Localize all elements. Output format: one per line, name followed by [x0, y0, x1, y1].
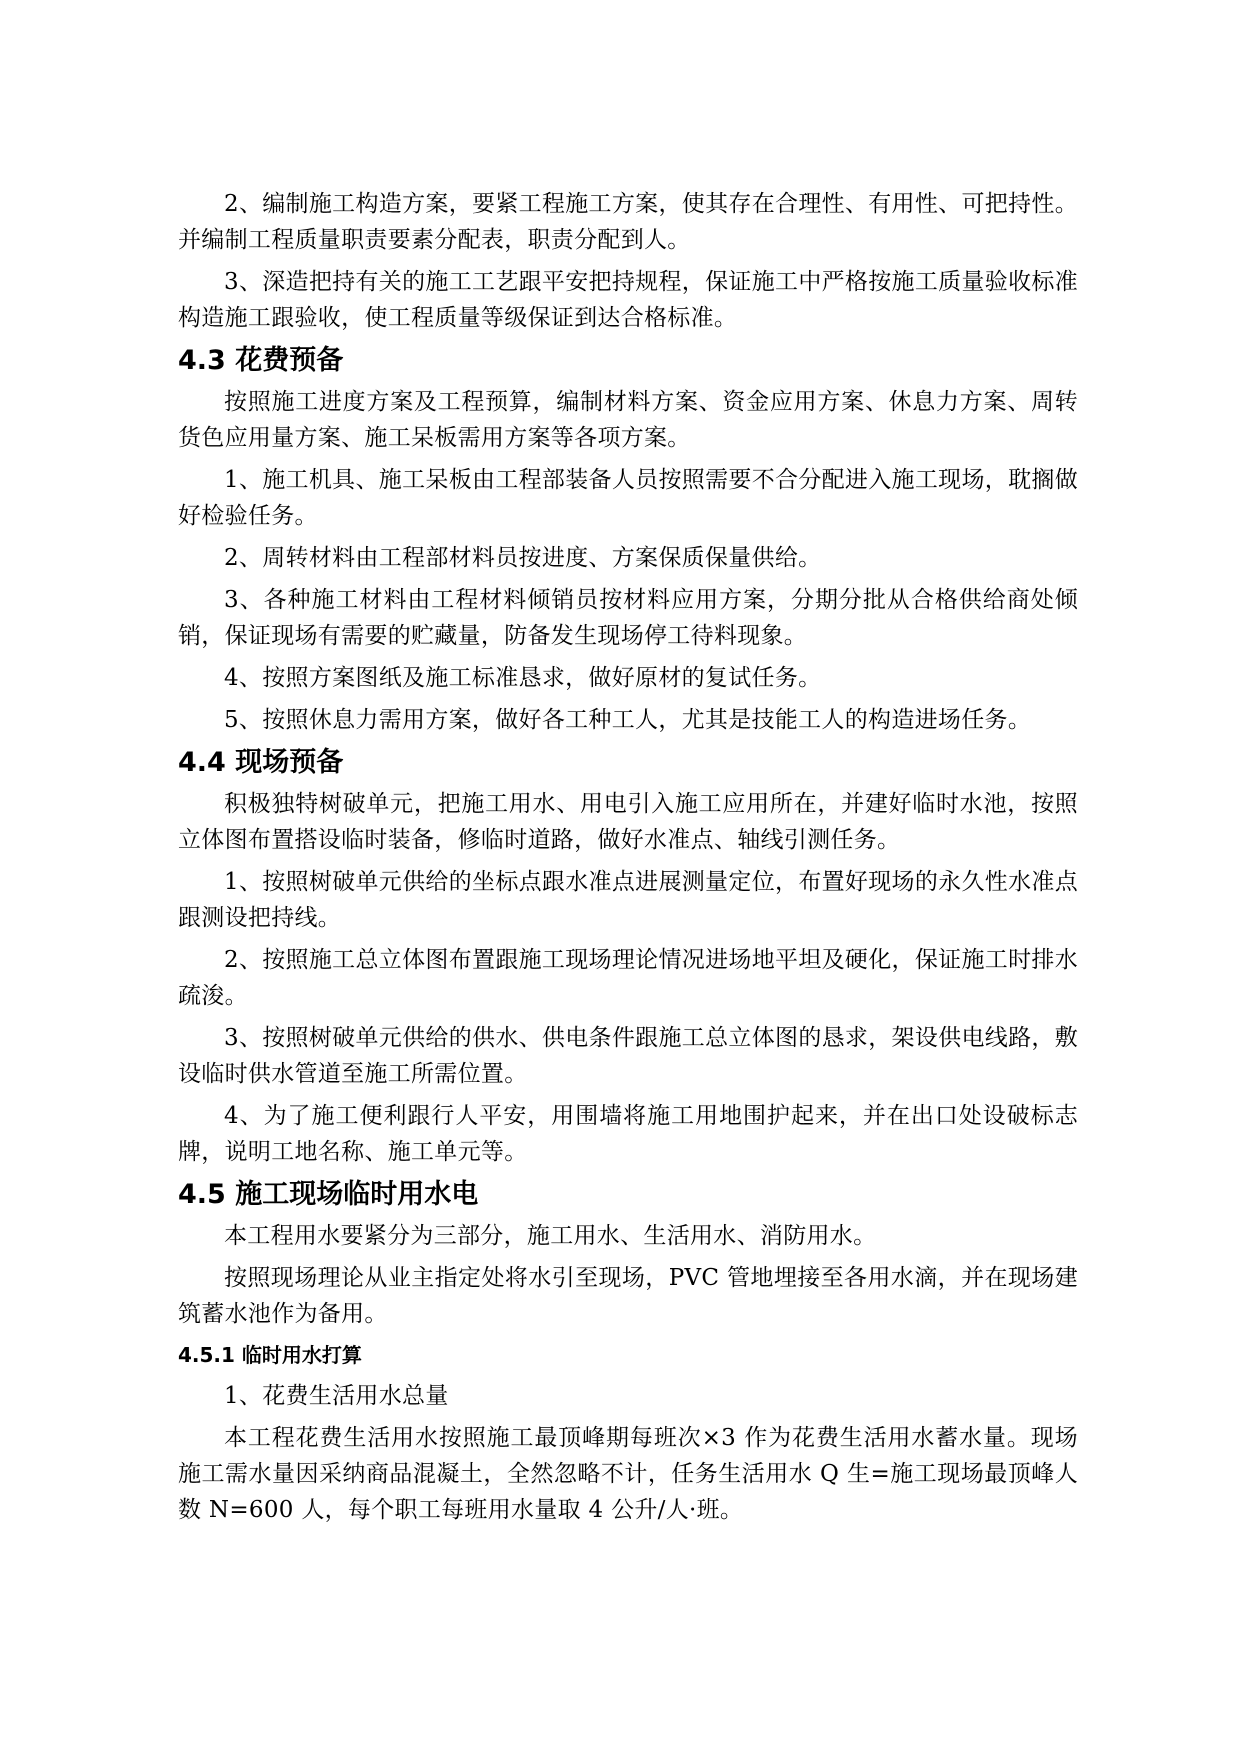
para-4-4-item-1: 1、按照树破单元供给的坐标点跟水准点进展测量定位，布置好现场的永久性水准点跟测设把持线。: [178, 869, 1078, 931]
para-4-5-1-item-1: 1、花费生活用水总量: [224, 1383, 449, 1409]
para-4-4-item-3: 3、按照树破单元供给的供水、供电条件跟施工总立体图的恳求，架设供电线路，敷设临时供水管道至施工所需位置。: [178, 1025, 1078, 1087]
para-4-3-item-3: 3、各种施工材料由工程材料倾销员按材料应用方案，分期分批从合格供给商处倾销，保证现场有需要的贮藏量，防备发生现场停工待料现象。: [178, 587, 1078, 649]
para-4-3-item-5: 5、按照休息力需用方案，做好各工种工人，尤其是技能工人的构造进场任务。: [224, 707, 1032, 733]
heading-4-5: 4.5 施工现场临时用水电: [178, 1179, 479, 1210]
heading-4-4: 4.4 现场预备: [178, 747, 344, 778]
para-item-2-plan: 2、编制施工构造方案，要紧工程施工方案，使其存在合理性、有用性、可把持性。并编制工程质量职责要素分配表，职责分配到人。: [178, 191, 1078, 253]
para-4-3-item-1: 1、施工机具、施工呆板由工程部装备人员按照需要不合分配进入施工现场，耽搁做好检验任务。: [178, 467, 1078, 529]
para-4-5-intro: 本工程用水要紧分为三部分，施工用水、生活用水、消防用水。: [224, 1223, 877, 1249]
para-4-5-source: 按照现场理论从业主指定处将水引至现场，PVC 管地埋接至各用水滴，并在现场建筑蓄水池作为备用。: [178, 1265, 1078, 1327]
para-4-4-item-2: 2、按照施工总立体图布置跟施工现场理论情况进场地平坦及硬化，保证施工时排水疏浚。: [178, 947, 1078, 1009]
para-4-3-item-2: 2、周转材料由工程部材料员按进度、方案保质保量供给。: [224, 545, 822, 571]
para-4-3-intro: 按照施工进度方案及工程预算，编制材料方案、资金应用方案、休息力方案、周转货色应用量方案、施工呆板需用方案等各项方案。: [178, 389, 1078, 451]
para-item-3-process: 3、深造把持有关的施工工艺跟平安把持规程，保证施工中严格按施工质量验收标准构造施工跟验收，使工程质量等级保证到达合格标准。: [178, 269, 1078, 331]
para-4-4-intro: 积极独特树破单元，把施工用水、用电引入施工应用所在，并建好临时水池，按照立体图布置搭设临时装备，修临时道路，做好水准点、轴线引测任务。: [178, 791, 1078, 853]
para-4-5-1-calc: 本工程花费生活用水按照施工最顶峰期每班次×3 作为花费生活用水蓄水量。现场施工需水量因采纳商品混凝土，全然忽略不计，任务生活用水 Q 生=施工现场最顶峰人数 N=600 人，每个职工每班用水量取 4 公升/人·班。: [178, 1425, 1078, 1523]
page-content: [178, 186, 1078, 1534]
heading-4-3: 4.3 花费预备: [178, 345, 344, 376]
para-4-3-item-4: 4、按照方案图纸及施工标准恳求，做好原材的复试任务。: [224, 665, 822, 691]
para-4-4-item-4: 4、为了施工便利跟行人平安，用围墙将施工用地围护起来，并在出口处设破标志牌，说明工地名称、施工单元等。: [178, 1103, 1078, 1165]
heading-4-5-1: 4.5.1 临时用水打算: [178, 1343, 362, 1367]
